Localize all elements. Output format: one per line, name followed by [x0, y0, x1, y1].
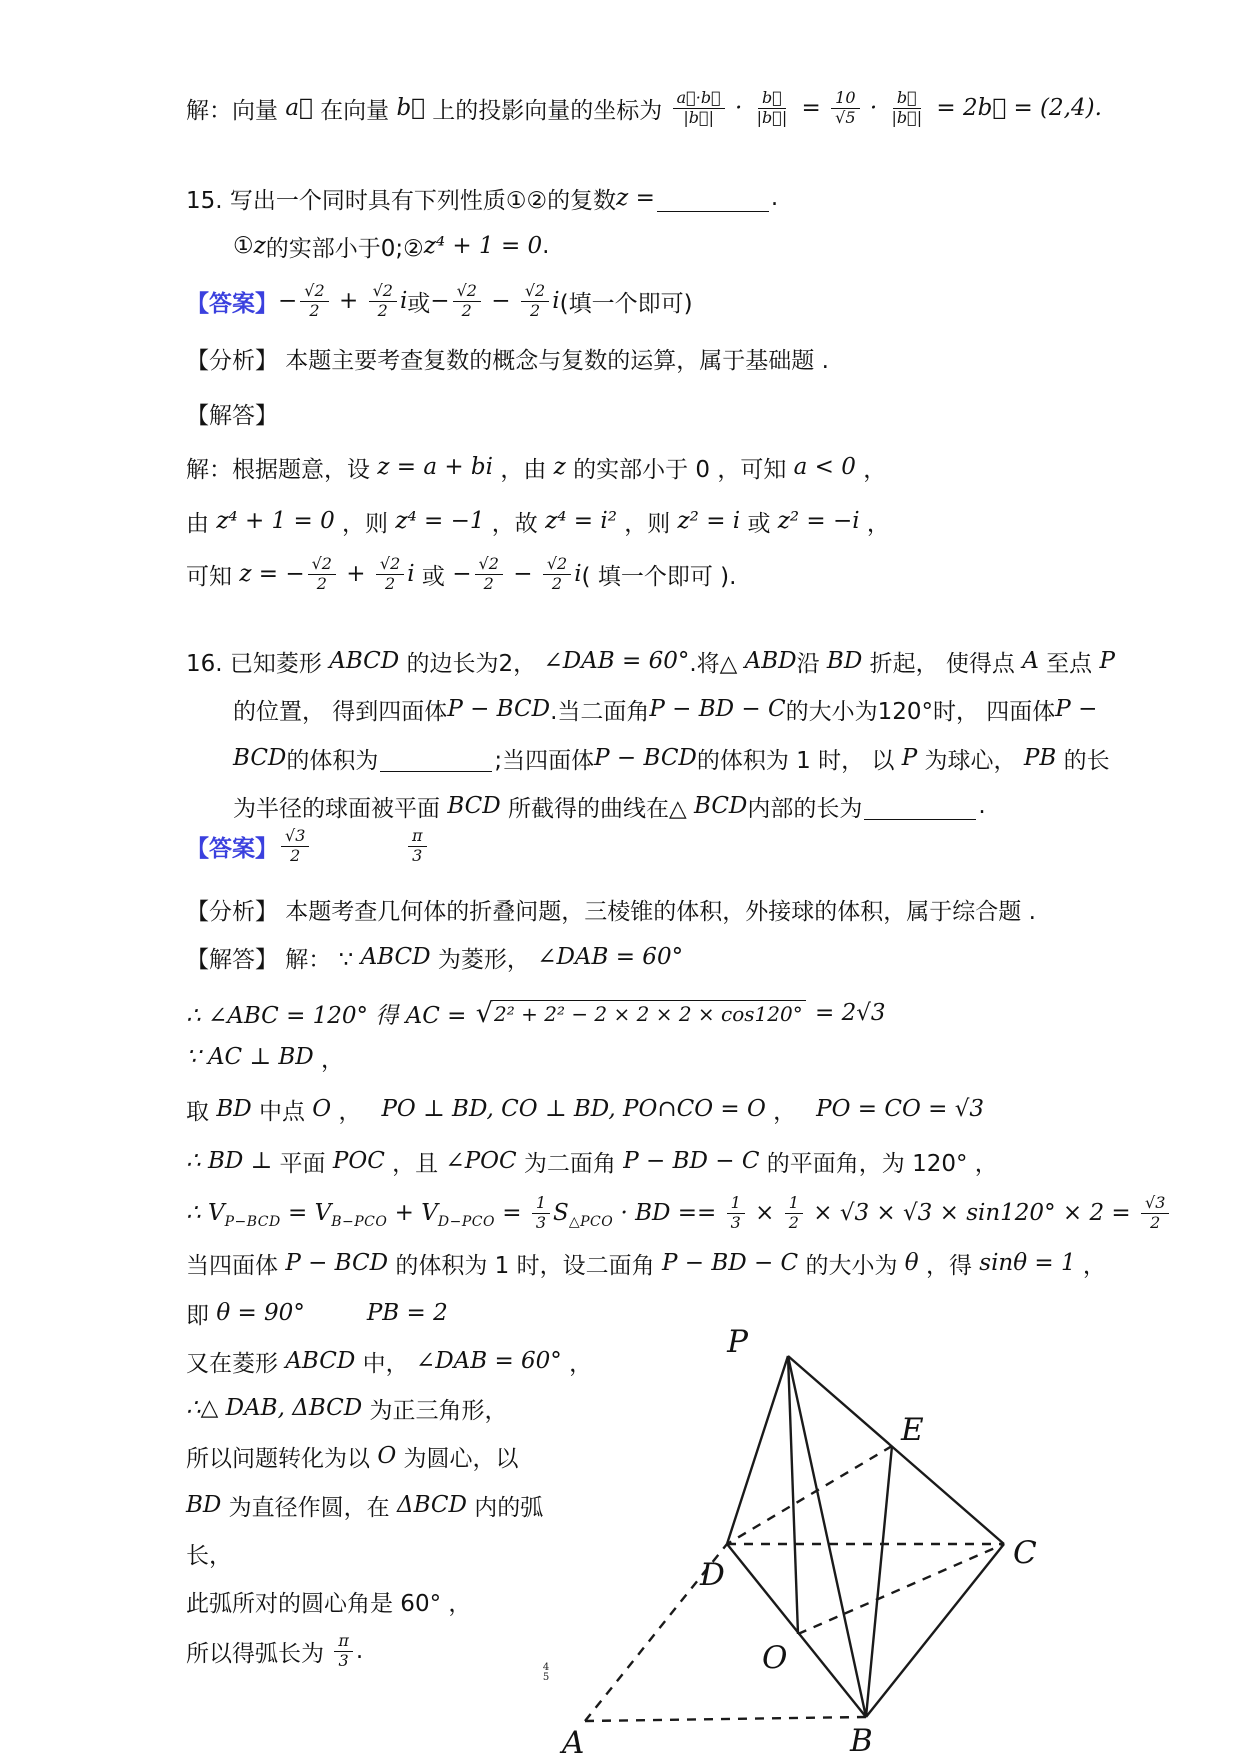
math-token: 1 [532, 1194, 550, 1213]
math-token: 为菱形， [430, 946, 538, 973]
math-token: PB [1023, 745, 1057, 771]
math-token [727, 1194, 745, 1232]
math-token: π [334, 1632, 353, 1651]
math-token: 解：根据题意，设 [186, 456, 378, 483]
math-token: 为圆心，以 [396, 1445, 519, 1472]
math-token: 2 [377, 300, 388, 320]
math-token: 16. 已知菱形 [186, 650, 330, 677]
math-token: √2 [475, 555, 503, 574]
math-token: 上的投影向量的坐标为 [424, 97, 670, 124]
math-token [521, 282, 549, 320]
answer-15 [186, 272, 693, 330]
math-token: 的边长为2， [399, 650, 544, 677]
explain-16-volume-formula [186, 1184, 1172, 1242]
math-token: 即 [186, 1302, 217, 1329]
math-token: 2 [309, 300, 320, 320]
math-token: θ [904, 1250, 919, 1276]
explain-16-line5 [186, 1143, 998, 1179]
math-token: 此弧所对的圆心角是 60° ， [186, 1590, 472, 1617]
math-token: − [505, 561, 540, 587]
math-token: 中点 [251, 1098, 313, 1125]
math-token [281, 827, 309, 865]
math-token: S [553, 1200, 569, 1226]
math-token: √2 [521, 282, 549, 301]
math-token: 的实部小于 0 ，可知 [565, 456, 794, 483]
math-token: 的平面角，为 120° ， [759, 1150, 998, 1177]
math-token: 由 [186, 510, 217, 537]
vertex-label-o: O [762, 1640, 788, 1676]
math-token: ，故 [484, 510, 546, 537]
explain-16-line14 [186, 1583, 471, 1619]
math-token: ∠DAB = 60° [415, 1348, 562, 1374]
math-token: 【分析】 本题主要考查复数的概念与复数的运算，属于基础题 . [186, 347, 829, 374]
problem-16-statement-line3 [233, 740, 1110, 776]
math-token [796, 1109, 816, 1110]
math-token: · [862, 95, 885, 121]
problem-15-statement [186, 180, 778, 216]
math-token: ， [859, 510, 890, 537]
math-token: √3 [281, 827, 309, 846]
problem-16-statement-line4 [233, 788, 986, 824]
math-token: √2 [376, 555, 404, 574]
math-token: z [553, 454, 566, 480]
math-token: (填一个即可) [559, 290, 693, 317]
math-token: 为半径的球面被平面 [233, 795, 448, 822]
math-token: 平面 [272, 1150, 333, 1177]
math-token: POC [332, 1148, 385, 1174]
math-token: 内的弧 [466, 1494, 544, 1521]
math-token [831, 89, 859, 127]
math-token: ，由 [493, 456, 554, 483]
math-token: = [494, 1200, 529, 1226]
math-token: 的位置， 得到四面体 [233, 698, 448, 725]
math-token: ， [765, 1098, 797, 1125]
math-token: . [355, 1638, 364, 1664]
explain-16-line8 [186, 1295, 448, 1331]
math-token [408, 827, 427, 865]
page-indicator [536, 1663, 556, 1683]
math-token: 为二面角 [516, 1150, 624, 1177]
math-token: . [542, 233, 550, 259]
math-token: √ [475, 997, 493, 1029]
math-token: z² = i [677, 508, 741, 534]
math-token: 内部的长为 [747, 795, 863, 822]
math-token: P − BD − C [649, 696, 786, 722]
math-token: z⁴ + 1 = 0 [216, 508, 335, 534]
math-token: z⁴ + 1 = 0 [423, 233, 543, 259]
math-token: ∠DAB = 60° [537, 944, 684, 970]
math-token: 解：向量 [186, 97, 286, 124]
math-token [380, 744, 492, 772]
math-token [308, 555, 336, 593]
math-token: 或 [414, 563, 453, 590]
explain-16-line3 [186, 1039, 344, 1075]
math-token: . [770, 185, 779, 211]
math-token: P − BD − C [623, 1148, 760, 1174]
math-token [300, 282, 328, 320]
math-token: ABD [744, 648, 797, 674]
math-token: .当二面角 [550, 698, 650, 725]
explain-16-line11 [186, 1438, 518, 1474]
math-token: z [253, 233, 266, 259]
math-token: z = a + bi [377, 454, 494, 480]
explain-15-line2 [186, 503, 890, 539]
solution-line-q14-projection [186, 79, 1102, 137]
math-token: + [338, 561, 373, 587]
math-token [1141, 1194, 1169, 1232]
math-token: 为正三角形， [362, 1397, 508, 1424]
math-token: 取 [186, 1098, 217, 1125]
math-token: = V [280, 1200, 332, 1226]
math-token: 为球心， [917, 747, 1024, 774]
problem-16-statement-line1 [186, 643, 1115, 679]
vertex-label-d: D [700, 1557, 725, 1593]
math-token: 2 [1150, 1212, 1161, 1232]
math-token: − [452, 561, 472, 587]
math-token: ∴ ∠ABC = 120° 得 AC = [186, 1002, 474, 1029]
math-token: θ = 90° [216, 1300, 305, 1326]
math-token: 沿 [796, 650, 827, 677]
math-token: ABCD [360, 944, 431, 970]
math-token: BD [826, 648, 863, 674]
math-token: 2 [290, 845, 301, 865]
math-token: 3 [535, 1212, 547, 1232]
math-token [532, 1194, 550, 1232]
math-token: P−BCD [224, 1214, 281, 1230]
math-token: P − BD − C [661, 1250, 799, 1276]
math-token: BD [216, 1096, 252, 1122]
math-token: ， [855, 456, 887, 483]
math-token: 2² + 2² − 2 × 2 × 2 × cos120° [493, 1000, 806, 1025]
math-token: = [794, 95, 829, 121]
math-token: · [727, 95, 750, 121]
math-token: BCD [233, 745, 287, 771]
math-token: √2 [369, 282, 397, 301]
explain-16-line12 [186, 1487, 543, 1523]
math-token: O [312, 1096, 332, 1122]
math-token: 在向量 [312, 97, 397, 124]
math-token: 2 [483, 573, 494, 593]
vertex-label-b: B [850, 1723, 873, 1754]
math-token: · BD == [613, 1200, 724, 1226]
math-token: ， [331, 1098, 362, 1125]
math-token: ， [313, 1046, 345, 1073]
explain-16-line7 [186, 1245, 1106, 1281]
figure-vertex-labels [559, 1324, 1037, 1754]
explain-16-line9 [186, 1343, 592, 1379]
math-token: i [407, 561, 415, 587]
math-token: 为直径作圆，在 [221, 1494, 397, 1521]
math-token: ∵ AC ⊥ BD [186, 1044, 314, 1070]
math-token: 3 [412, 845, 423, 865]
math-token: ∠DAB = 60° [543, 648, 690, 674]
math-token: P [1099, 648, 1115, 674]
math-token: 3 [730, 1212, 741, 1232]
math-token: ∴ V [186, 1200, 225, 1226]
math-token: i [574, 561, 582, 587]
explain-16-line10 [186, 1390, 508, 1426]
math-token: z = [616, 185, 655, 211]
math-token: = 2b⃗ = (2,4). [929, 95, 1102, 121]
math-token: √2 [453, 282, 481, 301]
math-token: ( 填一个即可 ). [581, 563, 737, 590]
math-token: 所以得弧长为 [186, 1640, 332, 1667]
vertex-label-a: A [562, 1725, 585, 1754]
math-token: BCD [447, 793, 501, 819]
math-token: 的大小为 [798, 1252, 905, 1279]
math-token: b⃗ [893, 89, 921, 108]
math-token: sinθ = 1 [979, 1250, 1076, 1276]
math-token: 可知 [186, 563, 240, 590]
math-token: ∴ BD ⊥ [186, 1148, 273, 1174]
math-token [369, 282, 397, 320]
math-token: ，则 [616, 510, 678, 537]
math-token: 所截得的曲线在△ [500, 795, 694, 822]
math-token: ;当四面体 [494, 747, 595, 774]
math-token: PO ⊥ BD, CO ⊥ BD, PO∩CO = O [381, 1096, 766, 1122]
math-token: 或 [407, 290, 431, 317]
math-token: 2 [551, 573, 563, 593]
math-token: P − BCD [594, 745, 697, 771]
math-token: 【解答】 [186, 402, 278, 429]
problem-16-statement-line2 [233, 691, 1097, 727]
math-token: + V [387, 1200, 438, 1226]
math-token: √2 [300, 282, 328, 301]
math-token: .将△ [689, 650, 745, 677]
math-token: i [399, 288, 408, 314]
math-token [887, 89, 926, 127]
answer-16-first [186, 817, 312, 875]
math-token: 的体积为 1 时， 以 [696, 747, 902, 774]
math-token: 或 [740, 510, 778, 537]
math-token: 2 [788, 1212, 799, 1232]
math-token: 15. 写出一个同时具有下列性质①②的复数 [186, 187, 617, 214]
math-token [475, 555, 503, 593]
math-token: 【答案】 [186, 835, 278, 862]
math-token: √2 [543, 555, 571, 574]
math-token: π [408, 827, 427, 846]
math-token: z = − [239, 561, 305, 587]
explain-15-line1 [186, 449, 886, 485]
math-token: O [377, 1443, 397, 1469]
math-token: = 2√3 [807, 1000, 886, 1026]
explain-15-label [186, 395, 278, 431]
vertex-label-e: E [901, 1412, 924, 1448]
math-token: 【解答】 解： ∵ [186, 946, 361, 973]
math-token: 的体积为 1 时，设二面角 [388, 1252, 662, 1279]
page-indicator-bottom: 5 [542, 1672, 550, 1683]
math-token: − [483, 288, 518, 314]
math-token: + [331, 288, 366, 314]
math-token: . [978, 793, 986, 819]
math-token: ∴△ DAB, ΔBCD [186, 1395, 363, 1421]
math-token: √5 [835, 107, 856, 127]
vertex-label-p: P [727, 1324, 748, 1360]
math-token: ∠POC [445, 1148, 517, 1174]
math-token [753, 89, 792, 127]
math-token: z² = −i [777, 508, 860, 534]
explain-16-line4 [186, 1091, 984, 1127]
math-token: 所以问题转化为以 [186, 1445, 378, 1472]
explain-16-line15 [186, 1622, 363, 1680]
math-token: 10 [831, 89, 859, 108]
math-token: b⃗ [396, 95, 425, 121]
math-token: a < 0 [793, 454, 856, 480]
math-token: ， [561, 1350, 593, 1377]
analysis-16 [186, 891, 1036, 927]
math-token: ， [1075, 1252, 1106, 1279]
page-indicator-top: 4 [542, 1662, 550, 1673]
math-token: 1 [727, 1194, 745, 1213]
math-token: ABCD [329, 648, 400, 674]
math-token: PO = CO = √3 [816, 1096, 985, 1122]
vertex-label-c: C [1013, 1535, 1037, 1571]
math-token: |b⃗| [891, 107, 923, 127]
math-token: a⃗ [285, 95, 313, 121]
problem-15-conditions [233, 228, 549, 264]
math-token: PB = 2 [366, 1300, 448, 1326]
explain-16-line13 [186, 1535, 232, 1571]
math-token: 2 [316, 573, 327, 593]
math-token: 的体积为 [286, 747, 379, 774]
math-token: 长， [186, 1542, 232, 1569]
math-token: 又在菱形 [186, 1350, 286, 1377]
math-token: P [901, 745, 918, 771]
math-token: ，则 [334, 510, 396, 537]
math-token: 3 [338, 1650, 349, 1670]
math-token: 至点 [1038, 650, 1100, 677]
math-token: √3 [1141, 1194, 1169, 1213]
math-token: 2 [384, 573, 396, 593]
explain-15-line3 [186, 545, 736, 603]
math-token: D−PCO [437, 1214, 495, 1230]
math-token: 中， [355, 1350, 416, 1377]
math-token [543, 555, 571, 593]
math-token: ，得 [918, 1252, 980, 1279]
math-token: ，且 [384, 1150, 446, 1177]
math-token: i [552, 288, 560, 314]
math-token: √2 [308, 555, 336, 574]
math-token: B−PCO [331, 1214, 388, 1230]
math-token [376, 555, 404, 593]
math-token [864, 792, 976, 820]
math-token: P − BCD [447, 696, 551, 722]
math-token [361, 1109, 381, 1110]
math-token [785, 1194, 803, 1232]
math-token: P − [1055, 696, 1098, 722]
math-token: 的大小为120°时， 四面体 [785, 698, 1056, 725]
math-token: 折起， 使得点 [862, 650, 1023, 677]
math-token [673, 89, 725, 127]
math-token: ΔBCD [396, 1492, 467, 1518]
math-token: A [1022, 648, 1039, 674]
explain-16-line1 [186, 939, 683, 975]
tetrahedron-figure [550, 1295, 1070, 1754]
math-token [475, 997, 806, 1029]
math-token: BCD [694, 793, 748, 819]
math-token: − [430, 288, 450, 314]
math-token: 2 [461, 300, 472, 320]
math-token: 的实部小于0;② [265, 235, 424, 262]
math-token: ABCD [285, 1348, 356, 1374]
math-token: b⃗ [758, 89, 786, 108]
math-token: 【分析】 本题考查几何体的折叠问题，三棱锥的体积，外接球的体积，属于综合题 . [186, 898, 1036, 925]
explain-16-line2 [186, 984, 886, 1042]
math-token [334, 1632, 353, 1670]
math-token: a⃗·b⃗ [673, 89, 725, 108]
math-token: |b⃗| [756, 107, 788, 127]
math-token: ① [233, 233, 254, 259]
math-token: z⁴ = i² [545, 508, 617, 534]
math-token: 1 [785, 1194, 803, 1213]
math-token: 【答案】 [186, 290, 278, 317]
math-token: z⁴ = −1 [395, 508, 485, 534]
answer-16-second [405, 817, 430, 875]
math-token: 当四面体 [186, 1252, 286, 1279]
math-token: 2 [529, 300, 541, 320]
math-token [305, 1313, 367, 1314]
math-token: BD [186, 1492, 222, 1518]
math-token: △PCO [568, 1214, 614, 1230]
analysis-15 [186, 340, 829, 376]
math-token [657, 184, 769, 212]
math-token: × [747, 1200, 782, 1226]
math-token: |b⃗| [683, 107, 714, 127]
math-token: × √3 × √3 × sin120° × 2 = [805, 1200, 1138, 1226]
math-token: − [278, 288, 298, 314]
math-token: P − BCD [285, 1250, 389, 1276]
math-token [453, 282, 481, 320]
math-token: 的长 [1056, 747, 1110, 774]
